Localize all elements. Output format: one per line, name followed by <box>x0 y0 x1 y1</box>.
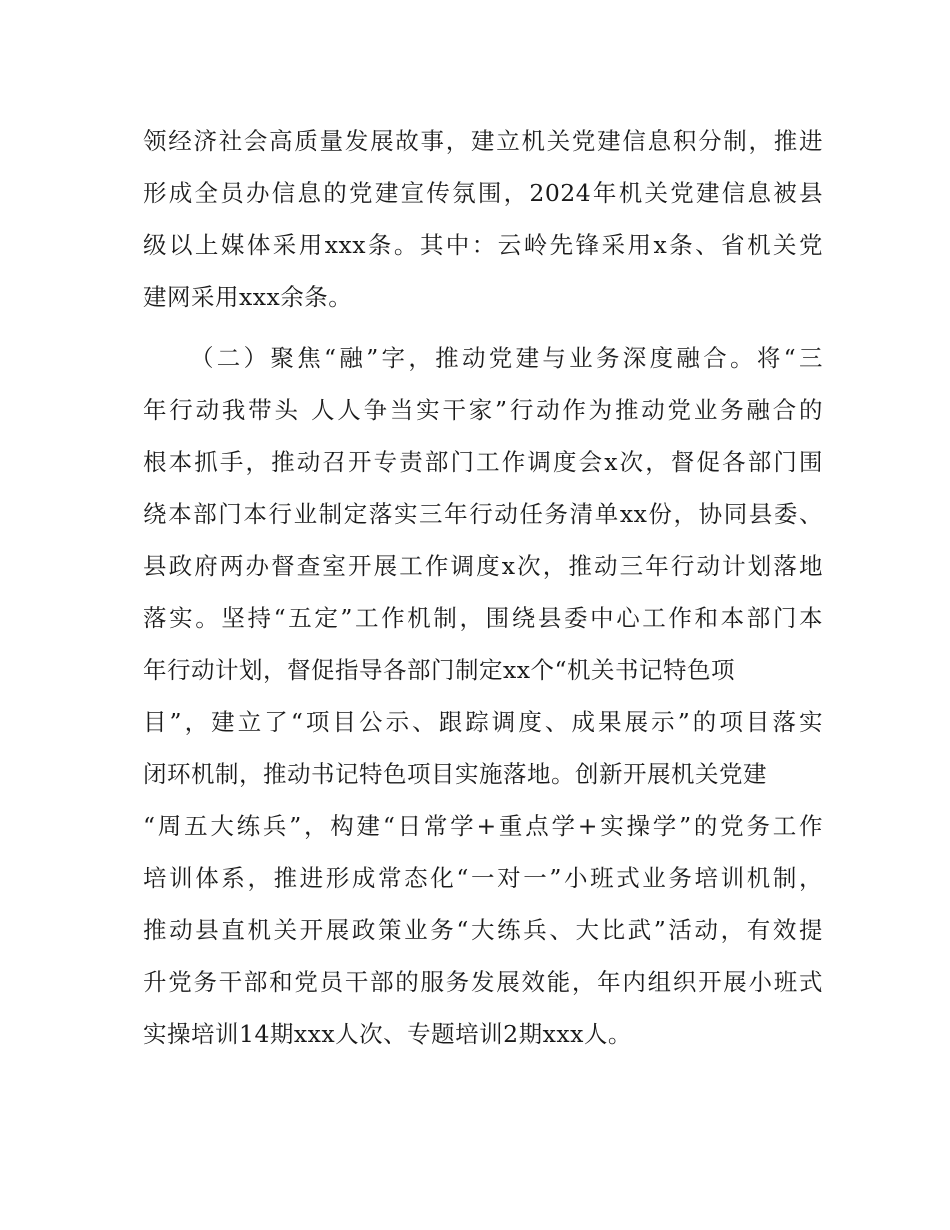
paragraph-line: 根本抓手，推动召开专责部门工作调度会x次，督促各部门围 <box>143 448 823 476</box>
paragraph-2 <box>143 332 823 1060</box>
paragraph-1 <box>143 115 823 323</box>
paragraph-line: 闭环机制，推动书记特色项目实施落地。创新开展机关党建 <box>143 760 767 788</box>
paragraph-line: 升党务干部和党员干部的服务发展效能，年内组织开展小班式 <box>143 968 823 996</box>
paragraph-line: 绕本部门本行业制定落实三年行动任务清单xx份，协同县委、 <box>143 500 823 528</box>
paragraph-line: 落实。坚持“五定”工作机制，围绕县委中心工作和本部门本 <box>143 604 823 632</box>
paragraph-line: 实操培训14期xxx人次、专题培训2期xxx人。 <box>143 1020 632 1048</box>
paragraph-line: 领经济社会高质量发展故事，建立机关党建信息积分制，推进 <box>143 127 823 155</box>
paragraph-line: “周五大练兵”，构建“日常学+重点学+实操学”的党务工作 <box>143 812 823 840</box>
paragraph-line: 目”，建立了“项目公示、跟踪调度、成果展示”的项目落实 <box>143 708 823 736</box>
paragraph-line: 年行动计划，督促指导各部门制定xx个“机关书记特色项 <box>143 656 736 684</box>
paragraph-line: 培训体系，推进形成常态化“一对一”小班式业务培训机制， <box>143 864 823 892</box>
paragraph-line: 级以上媒体采用xxx条。其中：云岭先锋采用x条、省机关党 <box>143 231 823 259</box>
paragraph-line: 形成全员办信息的党建宣传氛围，2024年机关党建信息被县 <box>143 179 823 207</box>
paragraph-line: 县政府两办督查室开展工作调度x次，推动三年行动计划落地 <box>143 552 823 580</box>
paragraph-line: 推动县直机关开展政策业务“大练兵、大比武”活动，有效提 <box>143 916 823 944</box>
paragraph-line: （二）聚焦“融”字，推动党建与业务深度融合。将“三 <box>190 344 823 372</box>
paragraph-line: 年行动我带头 人人争当实干家”行动作为推动党业务融合的 <box>143 396 823 424</box>
paragraph-line: 建网采用xxx余条。 <box>143 283 353 311</box>
